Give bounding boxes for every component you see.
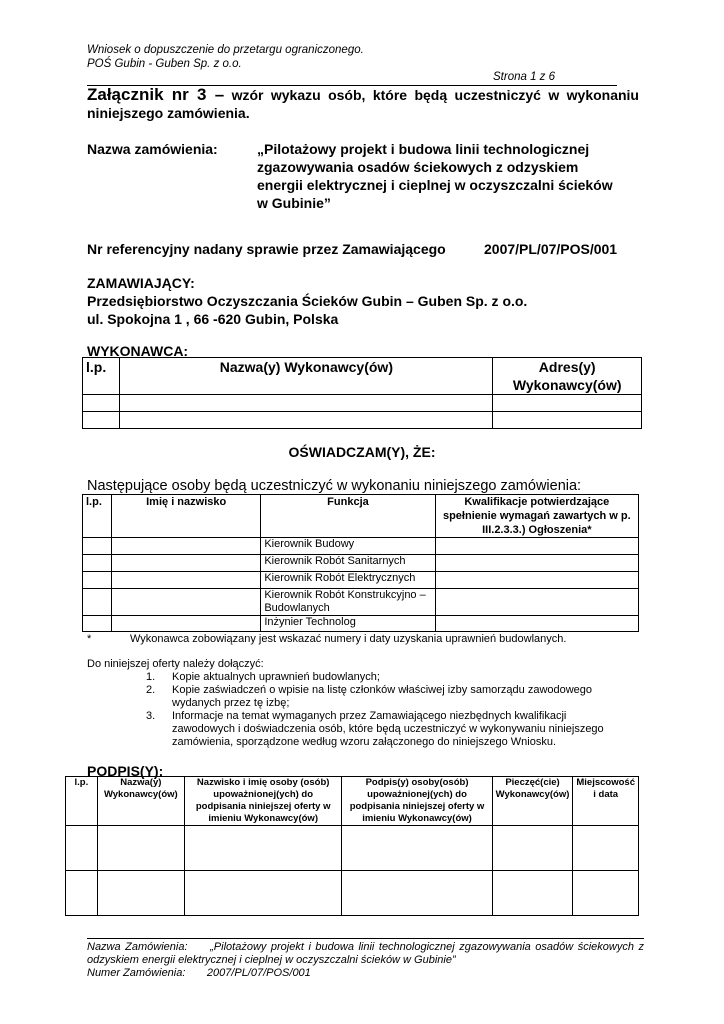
persons-intro: Następujące osoby będą uczestniczyć w wykonaniu niniejszego zamówienia: [87,478,582,494]
ref-label: Nr referencyjny nadany sprawie przez Zamawiającego [87,241,446,257]
table-row [83,395,642,412]
footer-text: „Pilotażowy projekt i budowa linii technologicznej zgazowywania osadów ściekowych z odzyskiem energii elektrycznej i cieplnej w oczyszczalni ścieków w Gubinie” [87,941,645,966]
list-number: 3. [146,710,156,722]
footnote-text: Wykonawca zobowiązany jest wskazać numery i daty uzyskania uprawnień budowlanych. [130,633,567,645]
order-name [257,140,647,212]
contractor-table [82,357,642,429]
persons-table [82,494,639,632]
list-number: 2. [146,684,156,696]
table-cell[interactable] [66,826,98,871]
document-footer [87,941,644,980]
order-label: Nazwa zamówienia: [87,141,218,157]
order-line: zgazowywania osadów ściekowych z odzyskiem [257,159,579,175]
col-lp: l.p. [66,777,98,826]
page-number: Strona 1 z 6 [493,71,556,83]
table-cell[interactable] [120,412,493,429]
function-cell: Kierownik Robót Sanitarnych [261,555,435,572]
col-stamp: Pieczęć(cie) Wykonawcy(ów) [492,777,573,826]
header-line-1: Wniosek o dopuszczenie do przetargu ograniczonego. [87,44,364,56]
table-cell[interactable] [112,555,261,572]
list-item [146,671,608,684]
col-lp: l.p. [83,358,120,395]
order-line: energii elektrycznej i cieplnej w oczyszczalni ścieków [257,177,613,193]
table-row [83,412,642,429]
contracting-authority [87,274,527,328]
table-row [83,572,639,589]
col-contractor-name: Nazwa(y) Wykonawcy(ów) [120,358,493,395]
table-cell[interactable] [83,616,112,632]
table-cell[interactable] [342,871,492,916]
table-cell[interactable] [184,871,341,916]
function-cell: Kierownik Robót Elektrycznych [261,572,435,589]
attachments-intro: Do niniejszej oferty należy dołączyć: [87,658,264,670]
list-text: Informacje na temat wymaganych przez Zamawiającego niezbędnych kwalifikacji zawodowych i doświadczenia osób, które będą uczestniczyć w wykonywaniu niniejszego zamówienia, sporządzone według wzoru załączonego do niniejszego Wniosku. [172,710,604,748]
table-cell[interactable] [112,538,261,555]
authority-name: Przedsiębiorstwo Oczyszczania Ścieków Gubin – Guben Sp. z o.o. [87,293,528,309]
table-cell[interactable] [435,572,638,589]
list-number: 1. [146,671,156,683]
table-cell[interactable] [66,871,98,916]
col-qualifications: Kwalifikacje potwierdzające spełnienie wymagań zawartych w p. III.2.3.3.) Ogłoszenia* [435,495,638,538]
col-signature: Podpis(y) osoby(osób) upoważnionej(ych) do podpisania niniejszej oferty w imieniu Wykonawcy(ów) [342,777,492,826]
table-cell[interactable] [184,826,341,871]
order-line: „Pilotażowy projekt i budowa linii technologicznej [257,141,590,157]
table-row [83,616,639,632]
attachments-list [146,671,608,749]
table-cell[interactable] [83,412,120,429]
footer-text: 2007/PL/07/POS/001 [206,967,311,979]
col-lp: l.p. [83,495,112,538]
table-cell[interactable] [573,871,639,916]
table-cell[interactable] [83,572,112,589]
table-cell[interactable] [493,412,642,429]
table-cell[interactable] [493,395,642,412]
list-text: Kopie aktualnych uprawnień budowlanych; [172,671,380,683]
col-place-date: Miejscowość i data [573,777,639,826]
list-item [146,710,608,749]
list-text: Kopie zaświadczeń o wpisie na listę członków właściwej izby samorządu zawodowego wydanych przez tę izbę; [172,684,593,709]
table-row [83,538,639,555]
col-authorized-person: Nazwisko i imię osoby (osób) upoważnionej(ych) do podpisania niniejszej oferty w imieniu Wykonawcy(ów) [184,777,341,826]
table-cell[interactable] [97,826,184,871]
col-contractor-address: Adres(y) Wykonawcy(ów) [493,358,642,395]
table-cell[interactable] [435,538,638,555]
footer-label: Numer Zamówienia: [87,967,186,979]
function-cell: Kierownik Budowy [261,538,435,555]
footnote-mark: * [87,633,92,645]
document-header [87,43,364,71]
title-prefix: Załącznik nr 3 – [87,85,225,104]
function-cell: Kierownik Robót Konstrukcyjno – Budowlanych [261,589,435,616]
table-cell[interactable] [435,616,638,632]
table-cell[interactable] [112,616,261,632]
table-cell[interactable] [492,826,573,871]
footer-order-number [87,967,644,980]
declaration-heading: OŚWIADCZAM(Y), ŻE: [288,444,436,460]
table-row [66,871,639,916]
authority-label: ZAMAWIAJĄCY: [87,275,195,291]
table-cell[interactable] [435,589,638,616]
footer-order-name [87,941,644,967]
col-function: Funkcja [261,495,435,538]
table-cell[interactable] [342,826,492,871]
contractor-label: WYKONAWCA: [87,343,189,359]
function-cell: Inżynier Technolog [261,616,435,632]
ref-value: 2007/PL/07/POS/001 [484,241,618,257]
table-cell[interactable] [573,826,639,871]
signature-table [65,776,639,916]
table-cell[interactable] [83,589,112,616]
table-cell[interactable] [112,589,261,616]
col-person-name: Imię i nazwisko [112,495,261,538]
table-cell[interactable] [83,395,120,412]
list-item [146,684,608,710]
table-cell[interactable] [97,871,184,916]
order-line: w Gubinie” [257,195,331,211]
table-cell[interactable] [435,555,638,572]
table-cell[interactable] [83,538,112,555]
page-title [87,86,639,122]
signature-label: PODPIS(Y): [87,763,164,779]
table-cell[interactable] [492,871,573,916]
table-cell[interactable] [120,395,493,412]
table-row [83,589,639,616]
table-row [66,826,639,871]
table-cell[interactable] [112,572,261,589]
title-rest: wzór wykazu osób, które będą uczestniczyć w wykonaniu niniejszego zamówienia. [87,87,639,121]
footer-label: Nazwa Zamówienia: [87,941,188,953]
col-contractor-name: Nazwa(y) Wykonawcy(ów) [97,777,184,826]
header-line-2: POŚ Gubin - Guben Sp. z o.o. [87,58,242,70]
table-row [83,555,639,572]
table-cell[interactable] [83,555,112,572]
authority-address: ul. Spokojna 1 , 66 -620 Gubin, Polska [87,311,339,327]
footer-divider [87,938,644,939]
